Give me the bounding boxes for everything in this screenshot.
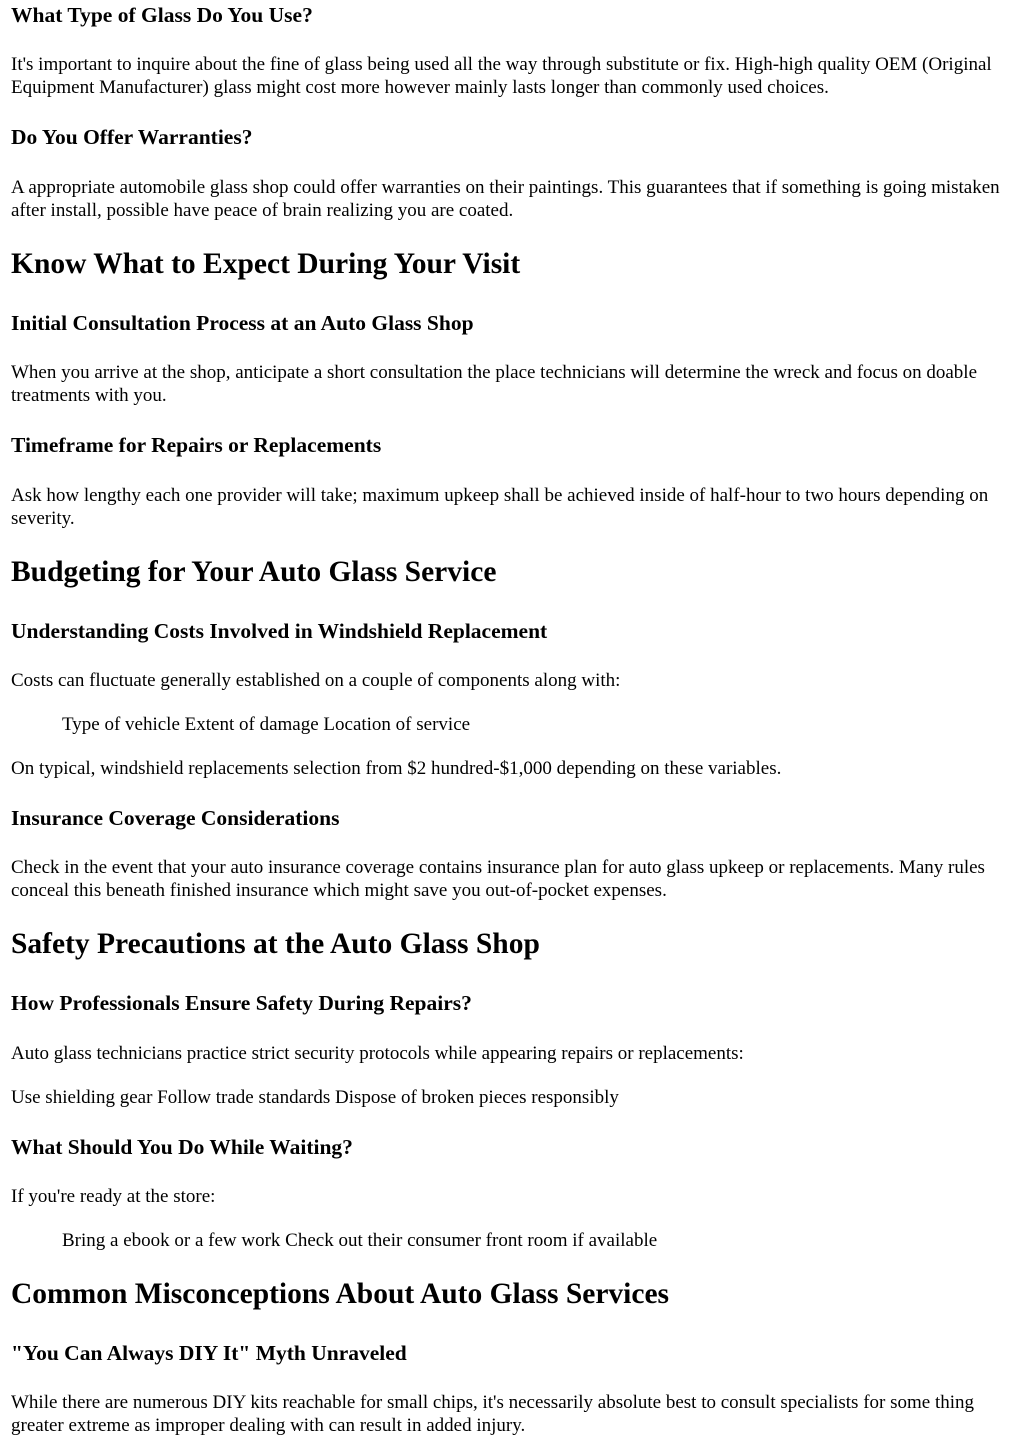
list-cost-factors: Type of vehicle Extent of damage Location of service: [62, 714, 471, 735]
heading-costs: Understanding Costs Involved in Windshield Replacement: [11, 619, 548, 643]
paragraph-diy: While there are numerous DIY kits reachable for small chips, it's necessarily absolute best to consult specialists for some thing greater extreme as improper dealing with can result in added injury.: [11, 1392, 975, 1436]
heading-budgeting: Budgeting for Your Auto Glass Service: [11, 556, 497, 588]
paragraph-waiting-intro: If you're ready at the store:: [11, 1186, 216, 1207]
heading-expect-visit: Know What to Expect During Your Visit: [11, 248, 521, 280]
paragraph-costs-summary: On typical, windshield replacements selection from $2 hundred-$1,000 depending on these variables.: [11, 758, 782, 779]
heading-insurance: Insurance Coverage Considerations: [11, 806, 340, 830]
heading-consultation: Initial Consultation Process at an Auto Glass Shop: [11, 311, 474, 335]
paragraph-timeframe: Ask how lengthy each one provider will take; maximum upkeep shall be achieved inside of half-hour to two hours depending on severity.: [11, 485, 989, 529]
paragraph-costs-intro: Costs can fluctuate generally established on a couple of components along with:: [11, 670, 621, 691]
heading-warranties: Do You Offer Warranties?: [11, 125, 253, 149]
list-safety-practices: Use shielding gear Follow trade standards Dispose of broken pieces responsibly: [11, 1087, 619, 1108]
heading-timeframe: Timeframe for Repairs or Replacements: [11, 433, 382, 457]
paragraph-insurance: Check in the event that your auto insurance coverage contains insurance plan for auto glass upkeep or replacements. Many rules conceal this beneath finished insurance which might save you out-of-pocket expenses.: [11, 857, 985, 901]
list-waiting-tips: Bring a ebook or a few work Check out their consumer front room if available: [62, 1230, 658, 1251]
paragraph-warranties: A appropriate automobile glass shop could offer warranties on their paintings. This guarantees that if something is going mistaken after install, possible have peace of brain realizing you are coated.: [11, 177, 1000, 221]
heading-misconceptions: Common Misconceptions About Auto Glass Services: [11, 1278, 670, 1310]
heading-waiting: What Should You Do While Waiting?: [11, 1135, 353, 1159]
paragraph-glass-type: It's important to inquire about the fine of glass being used all the way through substitute or fix. High-high quality OEM (Original Equipment Manufacturer) glass might cost more however mainly lasts longer than commonly used choices.: [11, 54, 992, 98]
paragraph-consultation: When you arrive at the shop, anticipate a short consultation the place technicians will determine the wreck and focus on doable treatments with you.: [11, 362, 978, 406]
heading-glass-type: What Type of Glass Do You Use?: [11, 3, 313, 27]
heading-professionals: How Professionals Ensure Safety During Repairs?: [11, 991, 472, 1015]
paragraph-professionals-intro: Auto glass technicians practice strict security protocols while appearing repairs or replacements:: [11, 1043, 744, 1064]
heading-safety: Safety Precautions at the Auto Glass Shop: [11, 928, 540, 960]
heading-diy: "You Can Always DIY It" Myth Unraveled: [11, 1341, 407, 1365]
